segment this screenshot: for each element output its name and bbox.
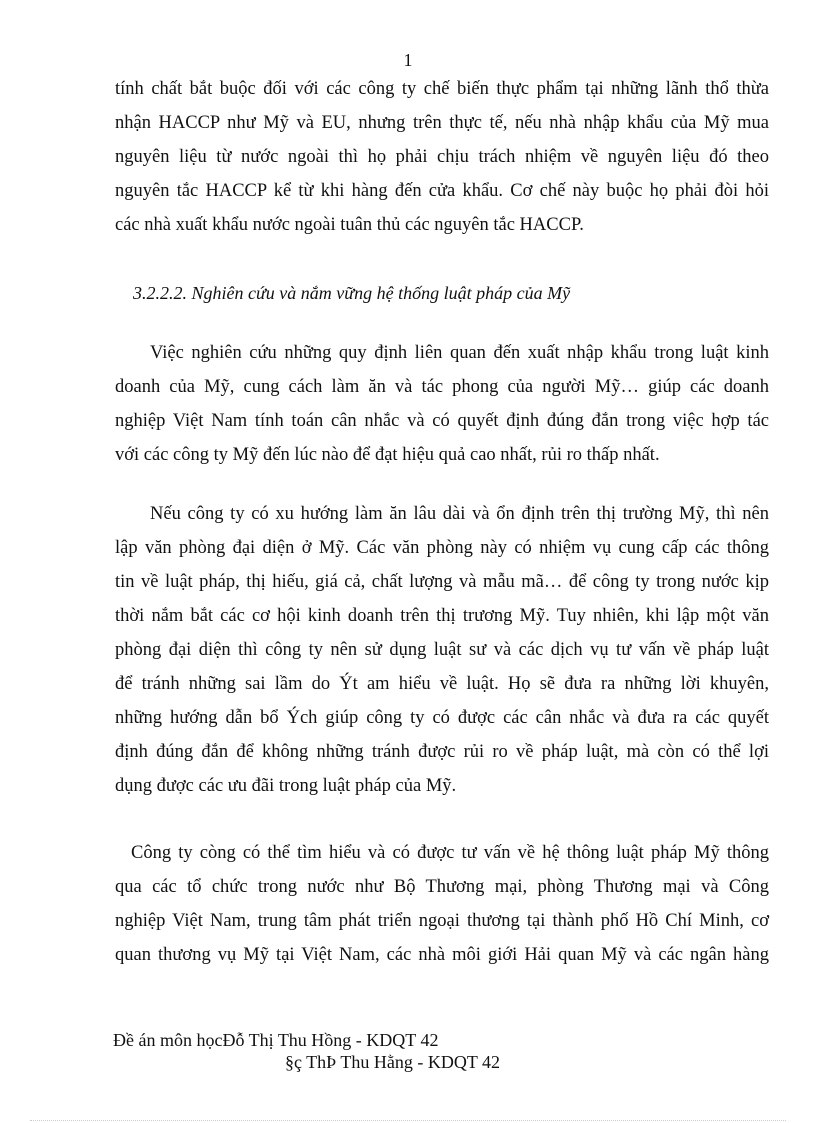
section-heading: 3.2.2.2. Nghiên cứu và nắm vững hệ thống luật pháp của Mỹ: [133, 283, 571, 303]
paragraph-line: phòng đại diện thì công ty nên sử dụng luật sư và các dịch vụ tư vấn về pháp luật: [115, 640, 769, 660]
page-number: 1: [403, 50, 413, 70]
paragraph-line: để tránh những sai lầm do Ýt am hiểu về luật. Họ sẽ đưa ra những lời khuyên,: [115, 674, 769, 694]
paragraph-line: nghiệp Việt Nam, trung tâm phát triển ngoại thương tại thành phố Hồ Chí Minh, cơ: [115, 911, 769, 931]
paragraph-line: quan thương vụ Mỹ tại Việt Nam, các nhà môi giới Hải quan Mỹ và các ngân hàng: [115, 945, 769, 965]
footer-author-line-1: Đề án môn họcĐỗ Thị Thu Hồng - KDQT 42: [113, 1030, 439, 1050]
paragraph-line: lập văn phòng đại diện ở Mỹ. Các văn phòng này có nhiệm vụ cung cấp các thông: [115, 538, 769, 558]
paragraph-line: những hướng dẫn bổ Ých giúp công ty có được các cân nhắc và đưa ra các quyết: [115, 708, 769, 728]
paragraph-4: [115, 836, 769, 972]
paragraph-line: nguyên tắc HACCP kể từ khi hàng đến cửa khẩu. Cơ chế này buộc họ phải đòi hỏi: [115, 181, 769, 201]
paragraph-line: các nhà xuất khẩu nước ngoài tuân thủ các nguyên tắc HACCP.: [115, 215, 584, 235]
paragraph-line: nghiệp Việt Nam tính toán cân nhắc và có quyết định đúng đắn trong việc hợp tác: [115, 411, 769, 431]
paragraph-line: Việc nghiên cứu những quy định liên quan đến xuất nhập khẩu trong luật kinh: [150, 343, 769, 363]
paragraph-line: nguyên liệu từ nước ngoài thì họ phải chịu trách nhiệm về nguyên liệu đó theo: [115, 147, 769, 167]
footer-author-line-2: §ç ThÞ Thu Hằng - KDQT 42: [285, 1052, 500, 1072]
paragraph-line: doanh của Mỹ, cung cách làm ăn và tác phong của người Mỹ… giúp các doanh: [115, 377, 769, 397]
paragraph-3: [115, 497, 769, 803]
paragraph-line: tính chất bắt buộc đối với các công ty chế biến thực phẩm tại những lãnh thổ thừa: [115, 79, 769, 99]
paragraph-1: [115, 72, 769, 242]
paragraph-line: Nếu công ty có xu hướng làm ăn lâu dài và ổn định trên thị trường Mỹ, thì nên: [150, 504, 769, 524]
paragraph-line: Công ty còng có thể tìm hiểu và có được tư vấn về hệ thông luật pháp Mỹ thông: [131, 843, 769, 863]
paragraph-line: nhận HACCP như Mỹ và EU, nhưng trên thực tế, nếu nhà nhập khẩu của Mỹ mua: [115, 113, 769, 133]
paragraph-line: thời nắm bắt các cơ hội kinh doanh trên thị trương Mỹ. Tuy nhiên, khi lập một văn: [115, 606, 769, 626]
page-bottom-divider: [30, 1120, 786, 1121]
paragraph-line: định đúng đắn để không những tránh được rủi ro về pháp luật, mà còn có thể lợi: [115, 742, 769, 762]
paragraph-2: [115, 336, 769, 472]
paragraph-line: qua các tổ chức trong nước như Bộ Thương mại, phòng Thương mại và Công: [115, 877, 769, 897]
paragraph-line: tin về luật pháp, thị hiếu, giá cả, chất lượng và mẫu mã… để công ty trong nước kịp: [115, 572, 769, 592]
paragraph-line: dụng được các ưu đãi trong luật pháp của Mỹ.: [115, 776, 457, 796]
paragraph-line: với các công ty Mỹ đến lúc nào để đạt hiệu quả cao nhất, rủi ro thấp nhất.: [115, 445, 660, 465]
